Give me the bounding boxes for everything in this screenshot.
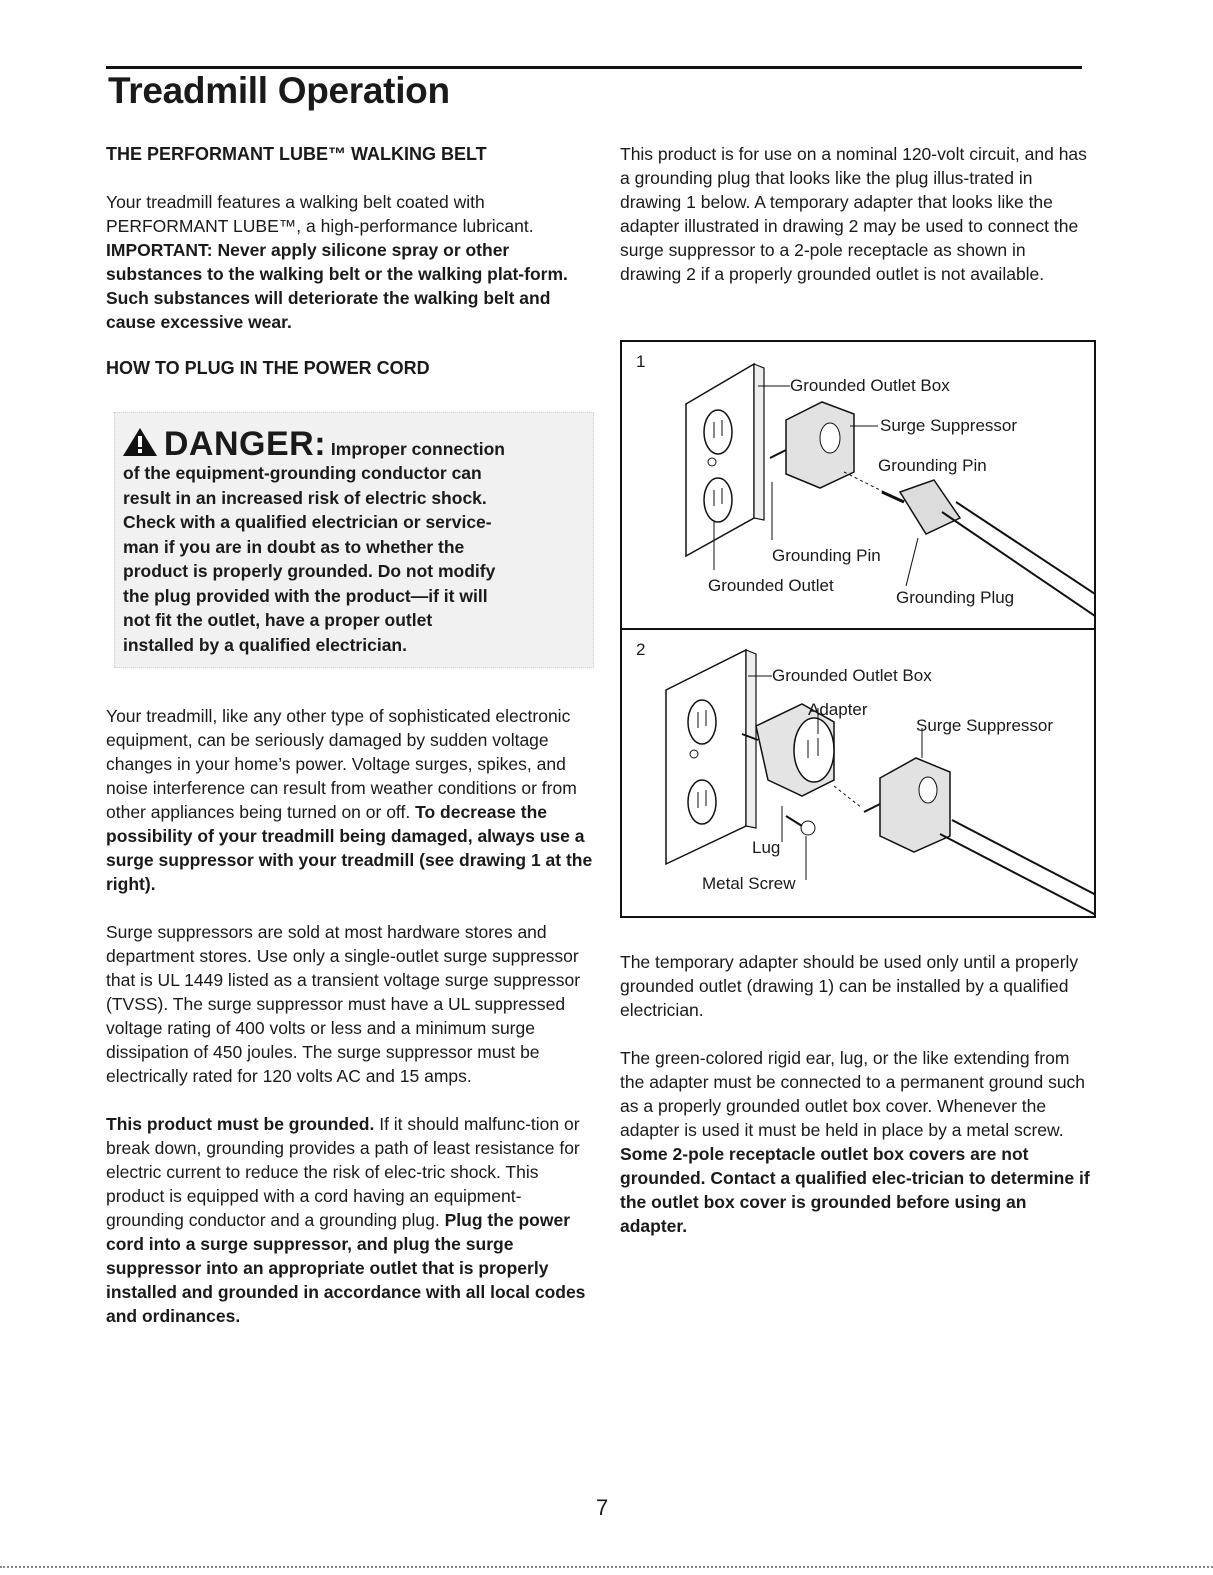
label-surge-suppressor: Surge Suppressor bbox=[916, 716, 1054, 735]
drawing-2 bbox=[620, 628, 1096, 918]
label-surge-suppressor: Surge Suppressor bbox=[880, 416, 1018, 435]
right-column-lower bbox=[620, 950, 1090, 1238]
label-grounding-pin-bottom: Grounding Pin bbox=[772, 546, 881, 565]
page-title: Treadmill Operation bbox=[108, 70, 450, 111]
ground-paragraph bbox=[106, 1112, 594, 1328]
suppressor-paragraph: Surge suppressors are sold at most hardware stores and department stores. Use only a single-outlet surge suppressor that is UL 1449 listed as a transient voltage surge suppressor (TVSS). The surge suppressor must have a UL suppressed voltage rating of 400 volts or less and a minimum surge dissipation of 450 joules. The surge suppressor must be electrically rated for 120 volts AC and 15 amps. bbox=[106, 922, 581, 1086]
ground-bold: This product must be grounded. bbox=[106, 1114, 375, 1134]
surge-intro: Your treadmill, like any other type of sophisticated electronic equipment, can be seriously damaged by sudden voltage changes in your home’s power. Voltage surges, spikes, and noise interference can result from weather conditions or from other appliances being turned on or off. bbox=[106, 706, 577, 822]
right-column bbox=[620, 142, 1090, 286]
label-adapter: Adapter bbox=[808, 700, 868, 719]
surge-paragraph bbox=[106, 704, 594, 896]
danger-line: Check with a qualified electrician or service- bbox=[123, 512, 492, 532]
lug-text: The green-colored rigid ear, lug, or the like extending from the adapter must be connected to a permanent ground such as a properly grounded outlet box cover. Whenever the adapter is used it must be held in place by a metal screw. bbox=[620, 1048, 1086, 1140]
danger-line: result in an increased risk of electric shock. bbox=[123, 487, 487, 508]
belt-text: Your treadmill features a walking belt coated with PERFORMANT LUBE™, a high-performance lubricant. bbox=[106, 192, 534, 236]
label-grounded-outlet-box: Grounded Outlet Box bbox=[790, 376, 950, 395]
lug-bold: Some 2-pole receptacle outlet box covers are not grounded. Contact a qualified elec-trician to determine if the outlet box cover is grounded before using an adapter. bbox=[620, 1144, 1090, 1236]
belt-important: IMPORTANT: Never apply silicone spray or other substances to the walking belt or the walking plat-form. Such substances will deteriorate the walking belt and cause excessive wear. bbox=[106, 240, 568, 332]
danger-heading bbox=[121, 425, 505, 464]
circuit-paragraph: This product is for use on a nominal 120-volt circuit, and has a grounding plug that looks like the plug illus-trated in drawing 1 below. A temporary adapter that looks like the adapter illustrated in drawing 2 may be used to connect the surge suppressor to a 2-pole receptacle as shown in drawing 2 if a properly grounded outlet is not available. bbox=[620, 144, 1087, 284]
label-grounded-outlet: Grounded Outlet bbox=[708, 576, 834, 595]
page-number: 7 bbox=[596, 1495, 609, 1520]
label-lug: Lug bbox=[752, 838, 781, 857]
danger-word: DANGER: bbox=[163, 425, 327, 463]
ground-bold-2: Plug the power cord into a surge suppressor, and plug the surge suppressor into an appropriate outlet that is properly installed and grounded in accordance with all local codes and ordinances. bbox=[106, 1210, 586, 1326]
belt-heading: THE PERFORMANT LUBE™ WALKING BELT bbox=[106, 144, 487, 164]
adapter-paragraph: The temporary adapter should be used only until a properly grounded outlet (drawing 1) can be installed by a qualified electrician. bbox=[620, 952, 1079, 1020]
danger-line: installed by a qualified electrician. bbox=[123, 634, 407, 655]
drawing-1 bbox=[620, 340, 1096, 630]
cord-heading: HOW TO PLUG IN THE POWER CORD bbox=[106, 358, 430, 378]
left-column bbox=[106, 142, 594, 380]
drawing-number: 1 bbox=[636, 352, 646, 371]
belt-paragraph bbox=[106, 190, 594, 334]
danger-line: man if you are in doubt as to whether the bbox=[123, 536, 465, 557]
left-column-lower bbox=[106, 704, 594, 1328]
danger-line: product is properly grounded. Do not modify bbox=[123, 561, 496, 581]
label-metal-screw: Metal Screw bbox=[702, 874, 796, 893]
drawing-number: 2 bbox=[636, 640, 646, 659]
title-rule bbox=[106, 66, 1082, 69]
ground-text: If it should malfunc-tion or break down, grounding provides a path of least resistance for electric current to reduce the risk of elec-tric shock. This product is equipped with a cord having an equipment-grounding conductor and a grounding plug. bbox=[106, 1114, 580, 1230]
lug-paragraph bbox=[620, 1046, 1090, 1238]
label-grounded-outlet-box: Grounded Outlet Box bbox=[772, 666, 932, 685]
danger-box bbox=[114, 412, 594, 668]
surge-intro-bold: To decrease the possibility of your treadmill being damaged, always use a surge suppressor with your treadmill (see drawing 1 at the right). bbox=[106, 802, 593, 894]
label-grounding-plug: Grounding Plug bbox=[896, 588, 1015, 607]
label-grounding-pin-top: Grounding Pin bbox=[878, 456, 987, 475]
danger-text bbox=[123, 461, 495, 657]
bottom-rule bbox=[0, 1566, 1213, 1568]
warning-icon bbox=[121, 426, 159, 458]
danger-line: the plug provided with the product—if it will bbox=[123, 585, 488, 606]
danger-head-text: Improper connection bbox=[330, 439, 505, 459]
danger-line: not fit the outlet, have a proper outlet bbox=[123, 610, 433, 630]
danger-line: of the equipment-grounding conductor can bbox=[123, 463, 482, 483]
